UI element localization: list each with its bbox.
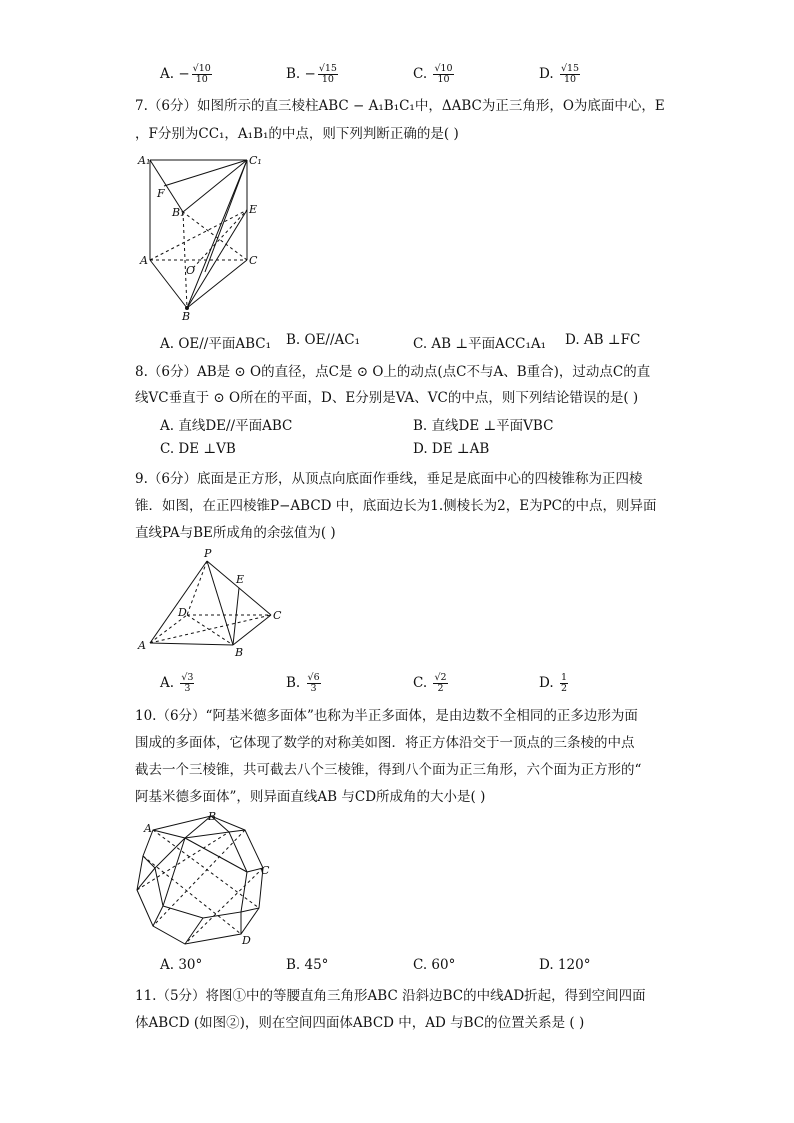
q9-option-b: B. $\frac{√6}{3}$ (286, 672, 320, 694)
q9-label-b: B (235, 646, 244, 659)
q7-label-a1: A₁ (138, 154, 151, 167)
q7-option-a: A. OE//平面ABC₁ (160, 336, 272, 352)
q7-label-b1: B₁ (172, 206, 185, 219)
q6-option-d: D. $\frac{√15}{10}$ (539, 63, 580, 85)
q9-label-d: D (178, 606, 187, 619)
q9-text-line-2: 锥．如图，在正四棱锥P−ABCD 中，底面边长为1.侧棱长为2，E为PC的中点，则异面 (135, 498, 657, 514)
q10-option-b: B. 45° (286, 957, 329, 973)
q8-text-line-2: 线VC垂直于 ⊙ O所在的平面，D、E分别是VA、VC的中点，则下列结论错误的是( ) (135, 390, 639, 406)
q7-option-d: D. AB ⊥FC (565, 332, 641, 348)
q7-option-b: B. OE//AC₁ (286, 332, 361, 348)
q9-label-p: P (204, 547, 212, 560)
q11-text-line-1: 11.（5分）将图①中的等腰直角三角形ABC 沿斜边BC的中线AD折起，得到空间四面 (135, 988, 646, 1004)
q10-option-c: C. 60° (413, 957, 456, 973)
q9-pyramid-figure (135, 545, 285, 660)
q10-text-line-3: 截去一个三棱锥，共可截去八个三棱锥，得到八个面为正三角形，六个面为正方形的“ (135, 762, 642, 778)
q7-text-line-1: 7.（6分）如图所示的直三棱柱ABC − A₁B₁C₁中，ΔABC为正三角形，O为底面中心，E (135, 98, 665, 114)
q9-label-e: E (236, 573, 245, 586)
q8-option-d: D. DE ⊥AB (413, 441, 490, 457)
q9-label-c: C (273, 609, 282, 622)
q9-option-d: D. $\frac{1}{2}$ (539, 672, 567, 694)
q8-text-line-1: 8.（6分）AB是 ⊙ O的直径，点C是 ⊙ O上的动点(点C不与A、B重合)，过动点C的直 (135, 364, 651, 380)
q10-option-d: D. 120° (539, 957, 591, 973)
q9-option-c: C. $\frac{√2}{2}$ (413, 672, 447, 694)
q7-label-a: A (140, 254, 148, 267)
q10-label-d: D (242, 934, 251, 947)
q9-option-a: A. $\frac{√3}{3}$ (160, 672, 194, 694)
q10-label-c: C (261, 864, 270, 877)
q7-label-f: F (157, 187, 165, 200)
q9-label-a: A (138, 639, 146, 652)
q9-text-line-3: 直线PA与BE所成角的余弦值为( ) (135, 525, 336, 541)
q10-text-line-1: 10.（6分）“阿基米德多面体”也称为半正多面体，是由边数不全相同的正多边形为面 (135, 708, 638, 724)
q10-text-line-2: 围成的多面体，它体现了数学的对称美如图．将正方体沿交于一顶点的三条棱的中点 (135, 735, 635, 751)
q8-option-b: B. 直线DE ⊥平面VBC (413, 418, 554, 434)
q10-option-a: A. 30° (160, 957, 203, 973)
q10-text-line-4: 阿基米德多面体”，则异面直线AB 与CD所成角的大小是( ) (135, 789, 486, 805)
q7-prism-figure (135, 150, 265, 320)
q11-text-line-2: 体ABCD (如图②)，则在空间四面体ABCD 中，AD 与BC的位置关系是 ( ) (135, 1015, 585, 1031)
q7-label-b: B (182, 310, 191, 320)
q8-option-c: C. DE ⊥VB (160, 441, 236, 457)
q10-label-a: A (144, 822, 152, 835)
q9-text-line-1: 9.（6分）底面是正方形，从顶点向底面作垂线，垂足是底面中心的四棱锥称为正四棱 (135, 471, 643, 487)
q7-label-c: C (249, 254, 258, 267)
q7-option-c: C. AB ⊥平面ACC₁A₁ (413, 336, 547, 352)
q7-label-c1: C₁ (249, 154, 262, 167)
q8-option-a: A. 直线DE//平面ABC (160, 418, 293, 434)
q7-label-o: O (186, 264, 196, 277)
q6-option-c: C. $\frac{√10}{10}$ (413, 63, 453, 85)
q10-label-b: B (208, 810, 217, 823)
q6-option-a: A. − $\frac{√10}{10}$ (160, 63, 211, 85)
q6-option-b: B. − $\frac{√15}{10}$ (286, 63, 337, 85)
q10-polyhedron-figure (133, 808, 283, 953)
q7-text-line-2: ，F分别为CC₁，A₁B₁的中点，则下列判断正确的是( ) (135, 126, 459, 142)
q7-label-e: E (249, 203, 258, 216)
